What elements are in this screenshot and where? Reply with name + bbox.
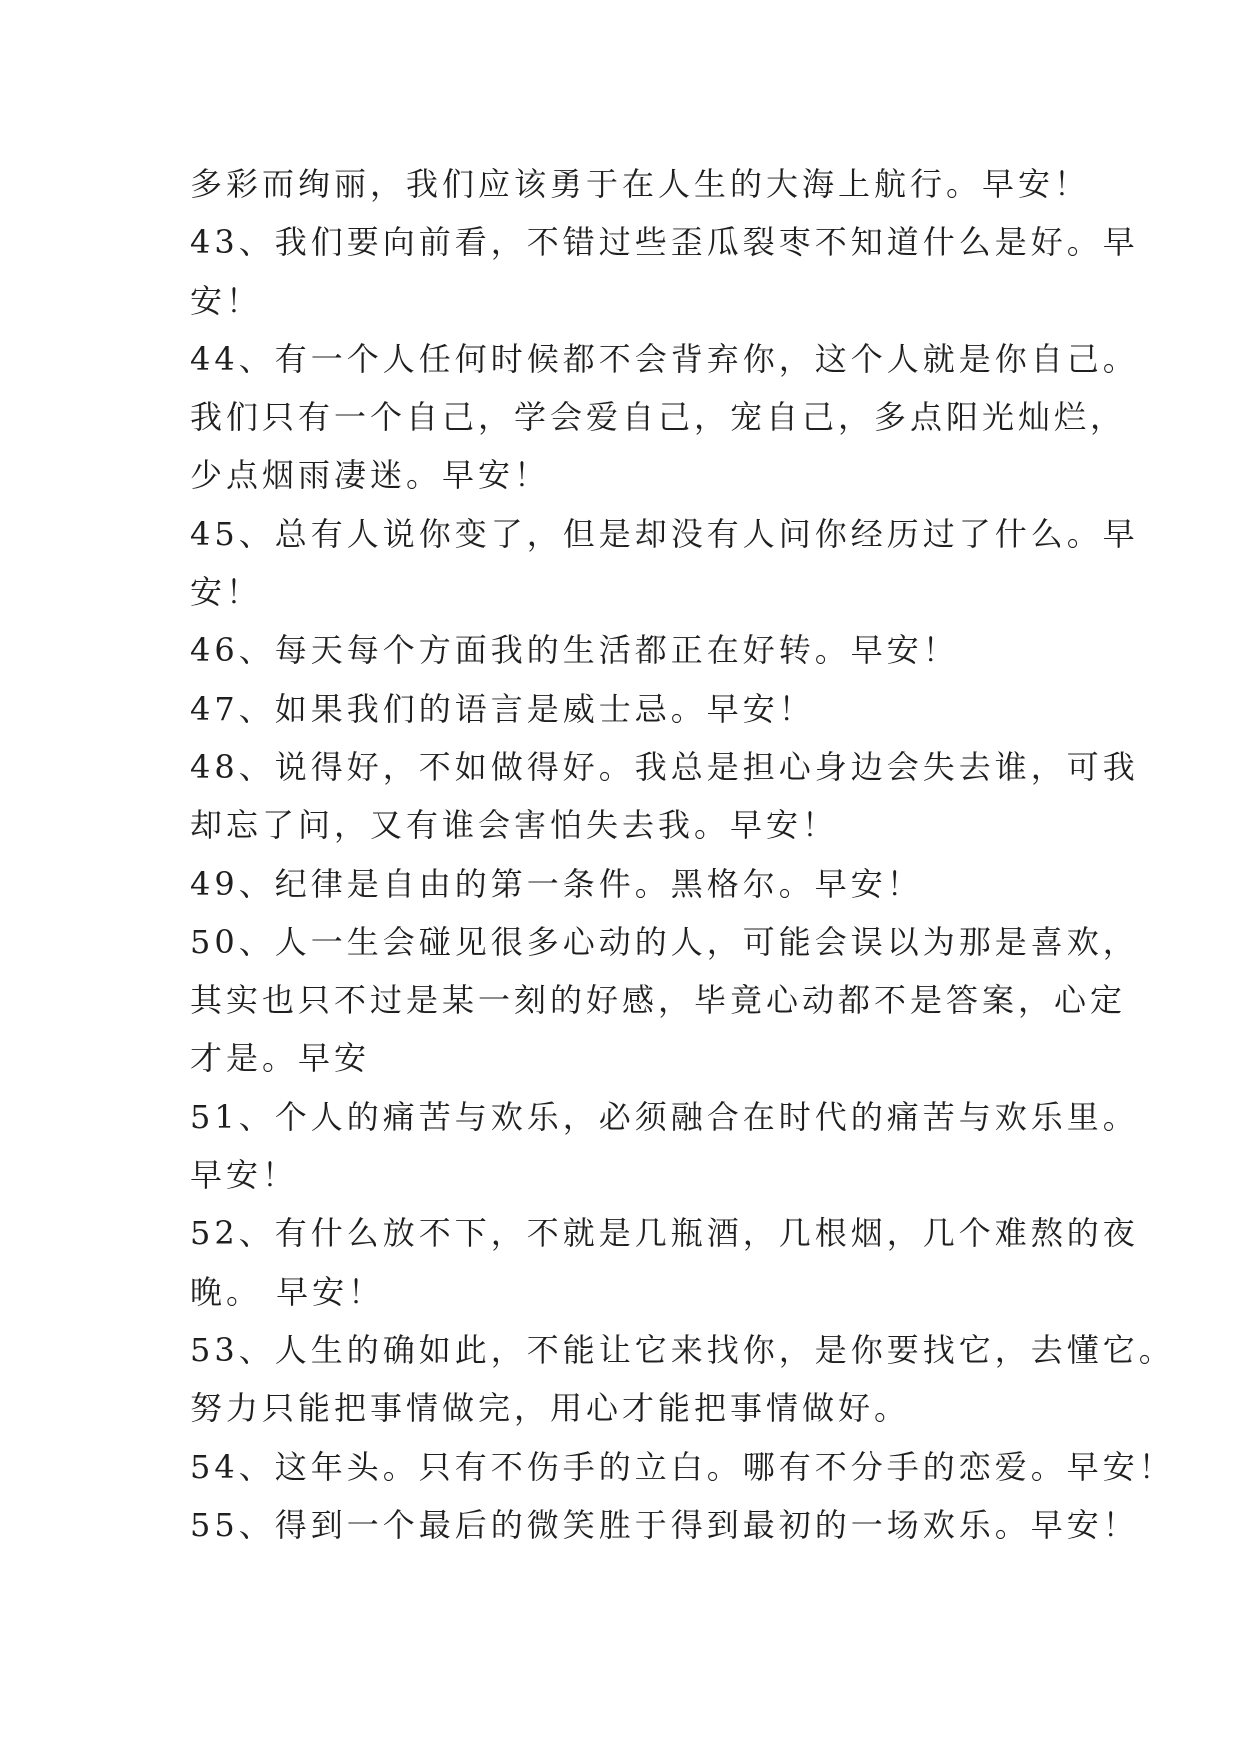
text-line: 54、这年头。只有不伤手的立白。哪有不分手的恋爱。早安！	[190, 1447, 1175, 1486]
text-line: 53、人生的确如此，不能让它来找你，是你要找它，去懂它。	[190, 1330, 1175, 1369]
text-line: 49、纪律是自由的第一条件。黑格尔。早安！	[190, 864, 923, 903]
text-line: 才是。早安	[190, 1039, 371, 1078]
document-body	[190, 155, 1175, 1554]
text-line: 晚。 早安！	[190, 1272, 385, 1311]
text-line: 却忘了问，又有谁会害怕失去我。早安！	[190, 806, 839, 845]
text-line: 51、个人的痛苦与欢乐，必须融合在时代的痛苦与欢乐里。	[190, 1097, 1139, 1136]
text-line: 努力只能把事情做完，用心才能把事情做好。	[190, 1389, 911, 1428]
text-line: 46、每天每个方面我的生活都正在好转。早安！	[190, 631, 959, 670]
text-line: 43、我们要向前看，不错过些歪瓜裂枣不知道什么是好。早	[190, 223, 1139, 262]
text-line: 47、如果我们的语言是威士忌。早安！	[190, 689, 815, 728]
text-line: 44、有一个人任何时候都不会背弃你，这个人就是你自己。	[190, 339, 1139, 378]
text-line: 48、说得好，不如做得好。我总是担心身边会失去谁，可我	[190, 747, 1139, 786]
text-line: 45、总有人说你变了，但是却没有人问你经历过了什么。早	[190, 514, 1139, 553]
text-line: 早安！	[190, 1156, 299, 1195]
text-line: 55、得到一个最后的微笑胜于得到最初的一场欢乐。早安！	[190, 1505, 1139, 1544]
text-line: 我们只有一个自己，学会爱自己，宠自己，多点阳光灿烂，	[190, 398, 1127, 437]
text-line: 安！	[190, 573, 263, 612]
text-line: 少点烟雨凄迷。早安！	[190, 456, 551, 495]
text-line: 多彩而绚丽，我们应该勇于在人生的大海上航行。早安！	[190, 165, 1091, 203]
text-line: 50、人一生会碰见很多心动的人，可能会误以为那是喜欢，	[190, 922, 1139, 961]
text-line: 其实也只不过是某一刻的好感，毕竟心动都不是答案，心定	[190, 981, 1127, 1020]
text-line: 52、有什么放不下，不就是几瓶酒，几根烟，几个难熬的夜	[190, 1214, 1139, 1253]
text-line: 安！	[190, 281, 263, 320]
